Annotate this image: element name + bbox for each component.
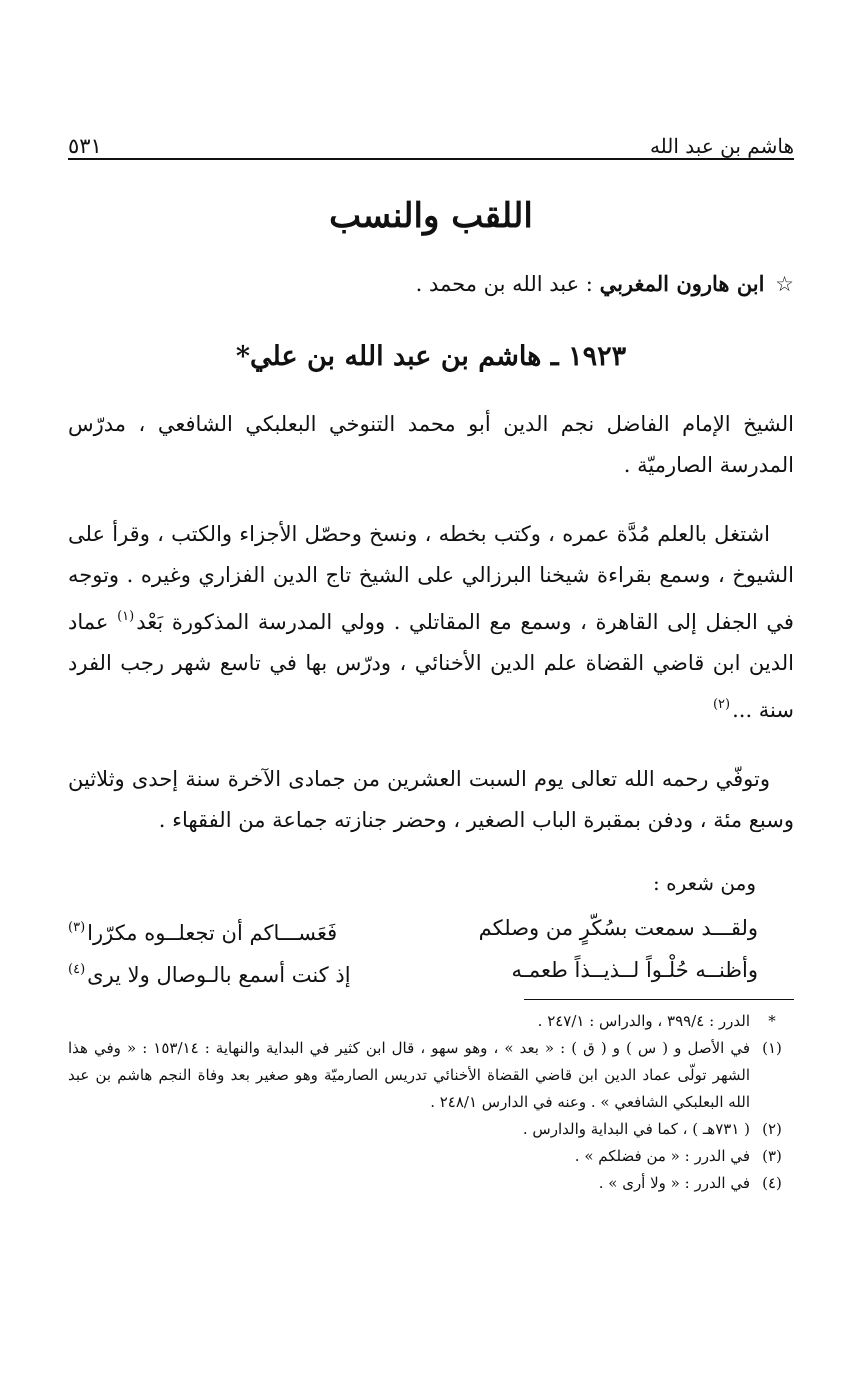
footnote-ref-1[interactable]: (١) — [117, 609, 135, 624]
cross-reference-name: ابن هارون المغربي — [599, 271, 765, 296]
footnotes — [68, 1008, 794, 1197]
star-icon: ☆ — [775, 272, 794, 296]
poem — [68, 907, 794, 991]
footnote-text: الدرر : ٣٩٩/٤ ، والدراس : ٢٤٧/١ . — [537, 1012, 750, 1030]
cross-reference — [68, 266, 794, 302]
poem-intro: ومن شعره : — [653, 871, 756, 895]
poem-hemistich-second-text: فَعَســـاكم أن تجعلــوه مكرّرا — [87, 921, 338, 945]
footnote-ref-4[interactable]: (٤) — [68, 962, 86, 977]
entry-paragraph-1 — [68, 404, 794, 486]
paragraph-3-text: وتوفّي رحمه الله تعالى يوم السبت العشرين من جمادى الآخرة سنة إحدى وثلاثين وسبع مئة ، ودفن بمقبرة الباب الصغير ، وحضر جنازته جماعة من الفقهاء . — [68, 767, 794, 832]
footnote-marker: (٢) — [762, 1120, 782, 1138]
poem-hemistich-second — [68, 949, 454, 991]
footnote-divider — [524, 999, 794, 1000]
poem-hemistich-second — [68, 907, 454, 949]
footnote-text: ( ٧٣١هـ ) ، كما في البداية والدارس . — [522, 1120, 750, 1138]
poem-line — [68, 907, 794, 949]
footnote — [68, 1035, 794, 1116]
footnote-marker: (٤) — [762, 1174, 782, 1192]
footnote — [68, 1143, 794, 1170]
section-title: اللقب والنسب — [329, 196, 533, 236]
footnote — [68, 1008, 794, 1035]
entry-paragraph-3 — [68, 759, 794, 841]
book-page — [68, 120, 794, 1197]
poem-line — [68, 949, 794, 991]
poem-hemistich-second-text: إذ كنت أسمع بالـوصال ولا يرى — [87, 963, 351, 987]
footnote-ref-3[interactable]: (٣) — [68, 920, 86, 935]
footnote-marker: (٣) — [762, 1147, 782, 1165]
entry-paragraph-2 — [68, 514, 794, 731]
footnote — [68, 1116, 794, 1143]
footnote-text: في الدرر : « ولا أرى » . — [598, 1174, 750, 1192]
footnote-marker: (١) — [762, 1039, 782, 1057]
running-head — [68, 120, 794, 160]
footnote-ref-2[interactable]: (٢) — [712, 697, 731, 712]
poem-hemistich-first: وأظنــه حُلْـواً لــذيــذاً طعمـه — [511, 958, 758, 982]
running-head-title: هاشم بن عبد الله — [649, 134, 794, 158]
footnote-text: في الدرر : « من فضلكم » . — [574, 1147, 750, 1165]
paragraph-2-text-a: اشتغل بالعلم مُدَّة عمره ، وكتب بخطه ، ونسخ وحصّل الأجزاء والكتب ، وقرأ على الشيوخ ، وسمع بقراءة شيخنا البرزالي على الشيخ تاج الدين الفزاري وغيره . وتوجه في الجفل إلى القاهرة ، وسمع مع المقاتلي . وولي المدرسة المذكورة بَعْد — [68, 522, 794, 634]
paragraph-2-text-b: عماد الدين ابن قاضي القضاة علم الدين الأخنائي ، ودرّس بها في تاسع شهر رجب الفرد سنة ... — [68, 610, 794, 722]
paragraph-1-text: الشيخ الإمام الفاضل نجم الدين أبو محمد التنوخي البعلبكي الشافعي ، مدرّس المدرسة الصارميّة . — [68, 412, 794, 477]
footnote — [68, 1170, 794, 1197]
footnote-text: في الأصل و ( س ) و ( ق ) : « بعد » ، وهو سهو ، قال ابن كثير في البداية والنهاية : ١٥٣/١٤ : « وفي هذا الشهر تولّى عماد الدين ابن قاضي القضاة الأخنائي تدريس الصارميّة وهو صغير بعد وفاة النجم هاشم بن عبد الله البعلبكي الشافعي » . وعنه في الدارس ٢٤٨/١ . — [68, 1039, 751, 1111]
poem-hemistich-first: ولقـــد سمعت بسُكّرٍ من وصلكم — [478, 916, 758, 940]
footnote-marker: * — [768, 1012, 776, 1030]
cross-reference-text: : عبد الله بن محمد . — [415, 272, 593, 296]
page-number: ٥٣١ — [68, 134, 102, 158]
entry-heading: ١٩٢٣ ـ هاشم بن عبد الله بن علي* — [235, 341, 627, 372]
